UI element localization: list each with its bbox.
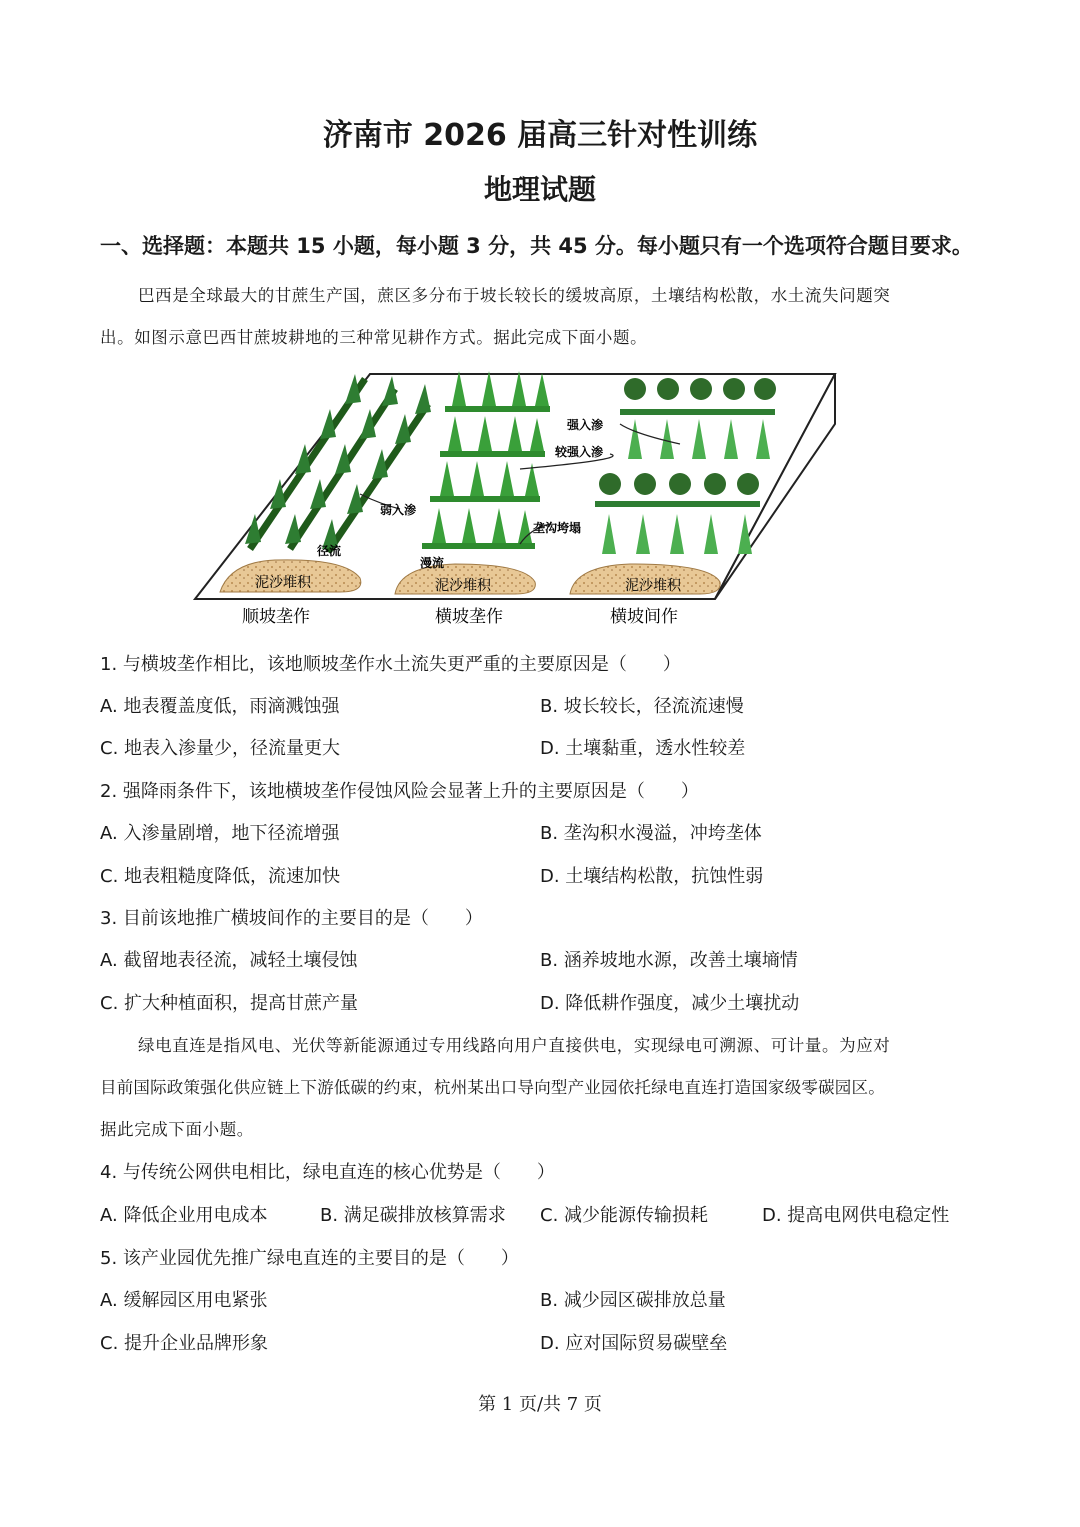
passage1-line1: 巴西是全球最大的甘蔗生产国，蔗区多分布于坡长较长的缓坡高原，土壤结构松散，水土流失问题突 <box>138 286 891 305</box>
label-sediment-3: 泥沙堆积 <box>625 578 681 594</box>
caption-contour-intercrop: 横坡间作 <box>610 607 678 627</box>
passage1-line2: 出。如图示意巴西甘蔗坡耕地的三种常见耕作方式。据此完成下面小题。 <box>100 328 648 347</box>
q5-option-c: C. 提升企业品牌形象 <box>100 1333 269 1354</box>
label-sediment-2: 泥沙堆积 <box>435 578 491 594</box>
question-4: 4. 与传统公网供电相比，绿电直连的核心优势是（ ） <box>100 1162 555 1183</box>
caption-downslope: 顺坡垄作 <box>242 607 310 627</box>
q4-option-c: C. 减少能源传输损耗 <box>540 1205 709 1226</box>
section-heading: 一、选择题：本题共 15 小题，每小题 3 分，共 45 分。每小题只有一个选项符合题目要求。 <box>100 234 973 258</box>
q1-option-c: C. 地表入渗量少，径流量更大 <box>100 738 341 759</box>
tillage-figure <box>190 364 850 630</box>
passage2-line2: 目前国际政策强化供应链上下游低碳的约束，杭州某出口导向型产业园依托绿电直连打造国家级零碳园区。 <box>100 1078 885 1097</box>
question-2: 2. 强降雨条件下，该地横坡垄作侵蚀风险会显著上升的主要原因是（ ） <box>100 781 699 802</box>
page-number: 第 1 页/共 7 页 <box>478 1394 602 1415</box>
question-5: 5. 该产业园优先推广绿电直连的主要目的是（ ） <box>100 1248 519 1269</box>
q1-option-a: A. 地表覆盖度低，雨滴溅蚀强 <box>100 696 340 717</box>
label-stronger-infiltration: 较强入渗 <box>555 445 604 459</box>
question-1: 1. 与横坡垄作相比，该地顺坡垄作水土流失更严重的主要原因是（ ） <box>100 654 681 675</box>
passage2-line3: 据此完成下面小题。 <box>100 1120 254 1139</box>
q5-option-d: D. 应对国际贸易碳壁垒 <box>540 1333 728 1354</box>
q2-option-b: B. 垄沟积水漫溢，冲垮垄体 <box>540 823 762 844</box>
label-sediment-1: 泥沙堆积 <box>255 575 311 591</box>
q2-option-a: A. 入渗量剧增，地下径流增强 <box>100 823 340 844</box>
label-ridge-collapse: 垄沟垮塌 <box>533 521 582 535</box>
q2-option-c: C. 地表粗糙度降低，流速加快 <box>100 866 341 887</box>
q1-option-d: D. 土壤黏重，透水性较差 <box>540 738 746 759</box>
q1-option-b: B. 坡长较长，径流流速慢 <box>540 696 744 717</box>
passage2-line1: 绿电直连是指风电、光伏等新能源通过专用线路向用户直接供电，实现绿电可溯源、可计量。为应对 <box>138 1036 891 1055</box>
q3-option-a: A. 截留地表径流，减轻土壤侵蚀 <box>100 950 358 971</box>
caption-contour-ridge: 横坡垄作 <box>435 607 503 627</box>
page-title: 济南市 2026 届高三针对性训练 <box>322 118 758 153</box>
q4-option-b: B. 满足碳排放核算需求 <box>320 1205 506 1226</box>
label-runoff: 径流 <box>317 544 342 558</box>
q3-option-b: B. 涵养坡地水源，改善土壤墒情 <box>540 950 798 971</box>
label-overflow: 漫流 <box>420 556 445 570</box>
q4-option-a: A. 降低企业用电成本 <box>100 1205 268 1226</box>
question-3: 3. 目前该地推广横坡间作的主要目的是（ ） <box>100 908 483 929</box>
label-weak-infiltration: 弱入渗 <box>380 503 417 517</box>
q5-option-b: B. 减少园区碳排放总量 <box>540 1290 726 1311</box>
q5-option-a: A. 缓解园区用电紧张 <box>100 1290 268 1311</box>
q3-option-d: D. 降低耕作强度，减少土壤扰动 <box>540 993 800 1014</box>
q2-option-d: D. 土壤结构松散，抗蚀性弱 <box>540 866 764 887</box>
page-subtitle: 地理试题 <box>483 173 596 206</box>
q4-option-d: D. 提高电网供电稳定性 <box>762 1205 950 1226</box>
q3-option-c: C. 扩大种植面积，提高甘蔗产量 <box>100 993 359 1014</box>
label-strong-infiltration: 强入渗 <box>567 418 604 432</box>
